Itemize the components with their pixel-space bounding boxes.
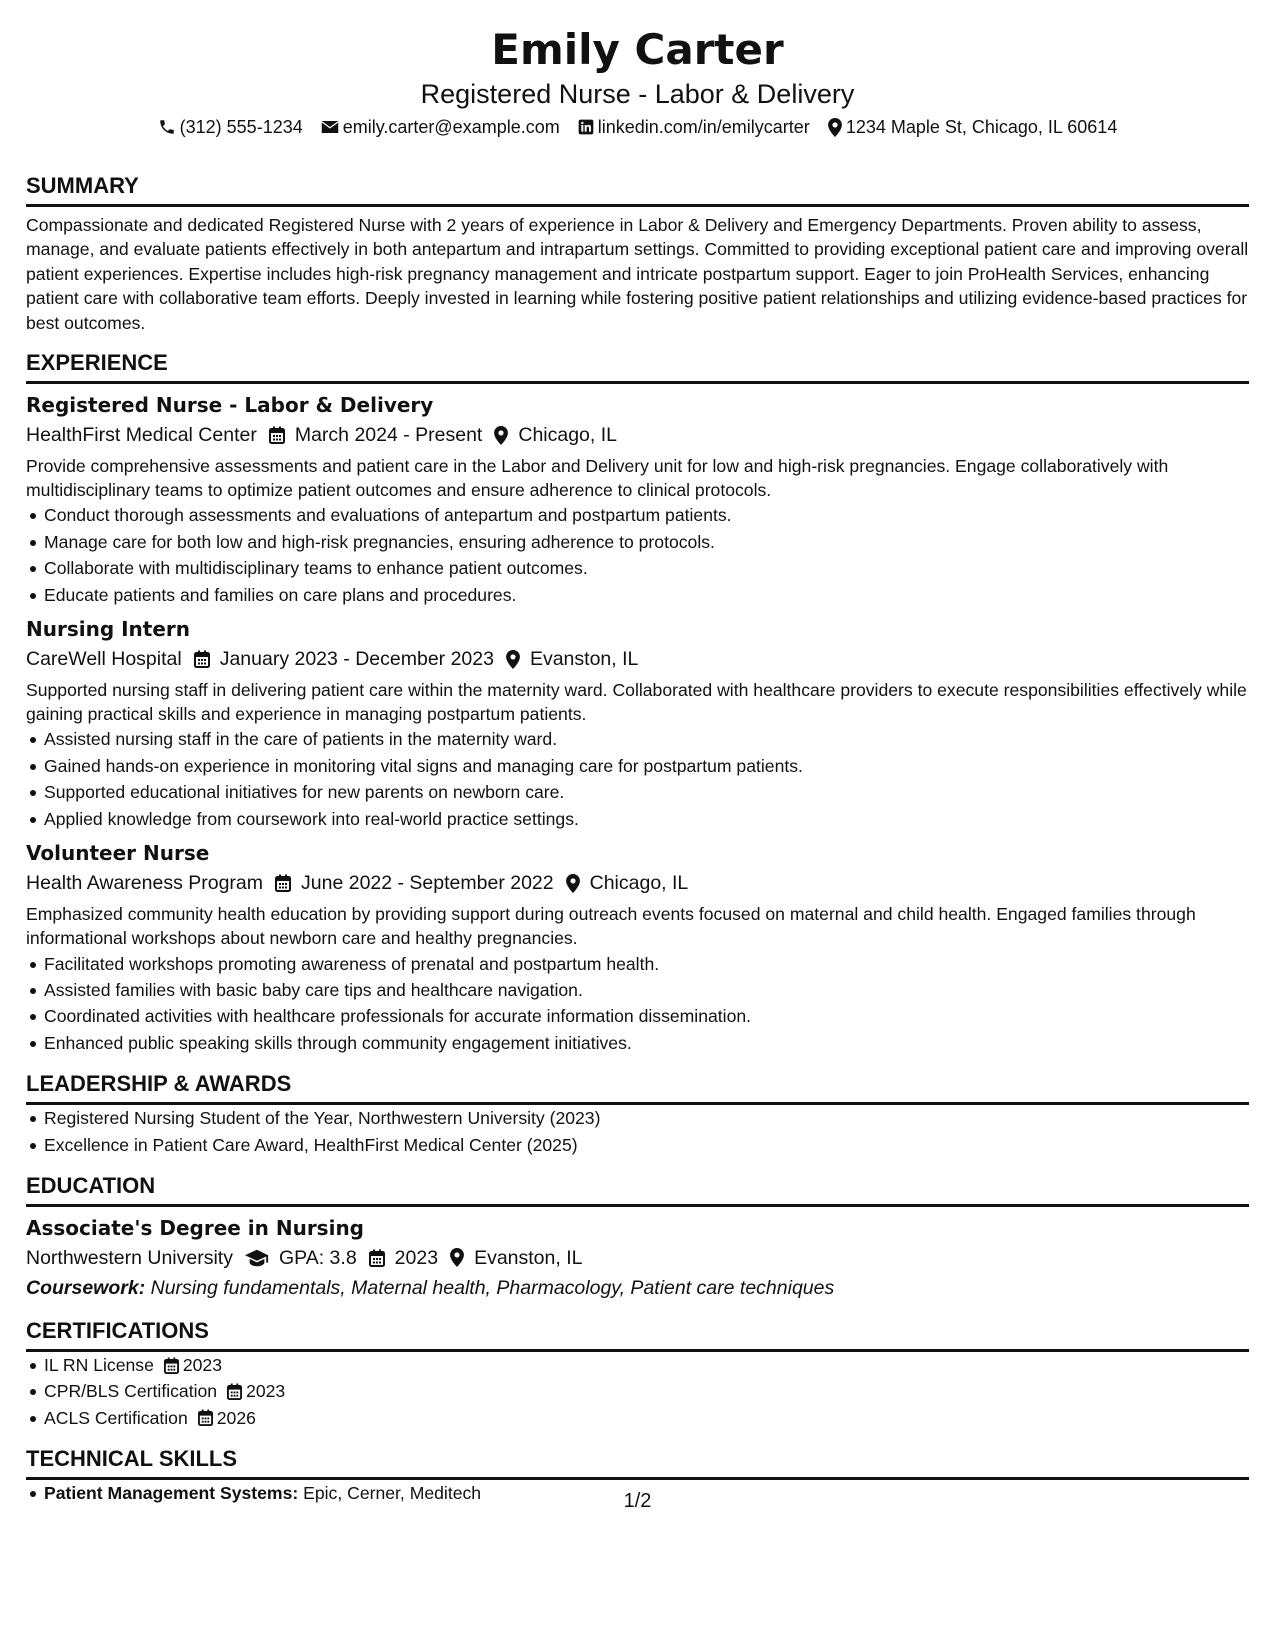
envelope-icon <box>321 119 339 135</box>
section-title-summary: SUMMARY <box>26 172 1249 207</box>
linkedin-icon <box>578 119 594 135</box>
education-meta <box>26 1243 1249 1273</box>
calendar-icon <box>369 1249 385 1267</box>
calendar-icon <box>194 650 210 668</box>
candidate-role: Registered Nurse - Labor & Delivery <box>420 79 855 109</box>
list-item: Enhanced public speaking skills through community engagement initiatives. <box>44 1030 1249 1056</box>
job-meta <box>26 644 1249 674</box>
candidate-name: Emily Carter <box>491 25 784 74</box>
contact-phone <box>158 112 303 142</box>
awards-list <box>26 1105 1249 1158</box>
cert-year: 2023 <box>246 1381 286 1402</box>
calendar-icon <box>275 874 291 892</box>
list-item: Assisted families with basic baby care tips and healthcare navigation. <box>44 977 1249 1003</box>
experience-section <box>26 349 1249 1056</box>
school-location: Evanston, IL <box>474 1246 583 1269</box>
job-location: Evanston, IL <box>529 648 639 671</box>
calendar-icon <box>198 1409 213 1426</box>
coursework-text: Nursing fundamentals, Maternal health, Pharmacology, Patient care techniques <box>150 1276 835 1299</box>
job-bullets <box>26 726 1249 832</box>
cert-year: 2026 <box>216 1407 256 1428</box>
list-item: Coordinated activities with healthcare professionals for accurate information dissemination. <box>44 1003 1249 1029</box>
job-bullets <box>26 951 1249 1057</box>
contact-row <box>26 112 1249 142</box>
certifications-section <box>26 1317 1249 1431</box>
list-item: Excellence in Patient Care Award, HealthFirst Medical Center (2025) <box>44 1132 1249 1158</box>
job-meta <box>26 868 1249 898</box>
cert-name: IL RN License <box>44 1354 154 1375</box>
education-section <box>26 1172 1249 1303</box>
list-item: Assisted nursing staff in the care of patients in the maternity ward. <box>44 726 1249 752</box>
section-title-skills: TECHNICAL SKILLS <box>26 1445 1249 1480</box>
job-description: Provide comprehensive assessments and patient care in the Labor and Delivery unit for low and high-risk pregnancies. Engage collaboratively with multidisciplinary teams to optimize patient outcomes and ensure adherence to clinical protocols. <box>26 456 1169 501</box>
job-bullets <box>26 502 1249 608</box>
email-text[interactable]: emily.carter@example.com <box>342 117 560 137</box>
skill-label: Patient Management Systems: <box>44 1483 299 1504</box>
list-item: Collaborate with multidisciplinary teams to enhance patient outcomes. <box>44 555 1249 581</box>
job-org: CareWell Hospital <box>26 648 182 671</box>
linkedin-text[interactable]: linkedin.com/in/emilycarter <box>597 117 810 137</box>
section-title-awards: LEADERSHIP & AWARDS <box>26 1070 1249 1105</box>
job-title: Registered Nurse - Labor & Delivery <box>26 393 434 418</box>
contact-linkedin[interactable] <box>578 112 810 142</box>
job-org: Health Awareness Program <box>26 872 264 895</box>
list-item: Registered Nursing Student of the Year, Northwestern University (2023) <box>44 1105 1249 1131</box>
section-title-experience: EXPERIENCE <box>26 349 1249 384</box>
map-pin-icon <box>494 426 508 445</box>
calendar-icon <box>164 1357 179 1374</box>
list-item <box>44 1378 1249 1404</box>
map-pin-icon <box>450 1248 464 1267</box>
map-pin-icon <box>566 874 580 893</box>
job-entry <box>26 838 1249 1056</box>
contact-email[interactable] <box>321 112 560 142</box>
degree-title: Associate's Degree in Nursing <box>26 1215 364 1240</box>
map-pin-icon <box>506 650 520 669</box>
job-meta <box>26 420 1249 450</box>
section-title-certifications: CERTIFICATIONS <box>26 1317 1249 1352</box>
summary-section <box>26 172 1249 335</box>
map-pin-icon <box>828 118 842 137</box>
coursework-line <box>26 1273 1249 1303</box>
skill-value: Epic, Cerner, Meditech <box>303 1483 482 1504</box>
job-dates: June 2022 - September 2022 <box>301 872 554 895</box>
job-entry <box>26 390 1249 608</box>
list-item <box>44 1405 1249 1431</box>
contact-address <box>828 112 1118 142</box>
list-item <box>44 1352 1249 1378</box>
resume-header <box>26 24 1249 142</box>
job-description: Emphasized community health education by providing support during outreach events focused on maternal and child health. Engaged families through informational workshops about newborn care and healthy pregnancies. <box>26 904 1196 949</box>
list-item: Applied knowledge from coursework into real-world practice settings. <box>44 806 1249 832</box>
job-dates: March 2024 - Present <box>294 424 483 447</box>
phone-icon <box>158 118 176 136</box>
list-item: Educate patients and families on care plans and procedures. <box>44 582 1249 608</box>
list-item: Manage care for both low and high-risk pregnancies, ensuring adherence to protocols. <box>44 529 1249 555</box>
graduation-year: 2023 <box>394 1246 439 1269</box>
job-location: Chicago, IL <box>518 424 618 447</box>
coursework-label: Coursework: <box>26 1276 146 1299</box>
section-title-education: EDUCATION <box>26 1172 1249 1207</box>
cert-name: CPR/BLS Certification <box>44 1381 218 1402</box>
job-entry <box>26 614 1249 832</box>
job-dates: January 2023 - December 2023 <box>219 648 494 671</box>
list-item: Conduct thorough assessments and evaluations of antepartum and postpartum patients. <box>44 502 1249 528</box>
list-item: Gained hands-on experience in monitoring vital signs and managing care for postpartum patients. <box>44 753 1249 779</box>
job-title: Volunteer Nurse <box>26 841 210 866</box>
calendar-icon <box>269 426 285 444</box>
page-number: 1/2 <box>623 1490 652 1512</box>
summary-text: Compassionate and dedicated Registered Nurse with 2 years of experience in Labor & Delivery and Emergency Departments. Proven ability to assess, manage, and evaluate patients effectively in both antepartum and intrapartum settings. Committed to providing exceptional patient care and improving overall patient experiences. Expertise includes high-risk pregnancy management and intricate postpartum support. Eager to join ProHealth Services, enhancing patient care with collaborative team efforts. Deeply invested in learning while fostering positive patient relationships and utilizing evidence-based practices for best outcomes. <box>26 215 1249 333</box>
job-org: HealthFirst Medical Center <box>26 424 257 447</box>
job-title: Nursing Intern <box>26 617 191 642</box>
job-description: Supported nursing staff in delivering patient care within the maternity ward. Collaborated with healthcare providers to execute responsibilities effectively while gaining practical skills and experience in managing postpartum patients. <box>26 680 1247 725</box>
graduation-cap-icon <box>245 1249 269 1267</box>
address-text: 1234 Maple St, Chicago, IL 60614 <box>845 117 1118 137</box>
awards-section <box>26 1070 1249 1158</box>
resume-page <box>26 18 1249 1507</box>
calendar-icon <box>227 1383 242 1400</box>
school-name: Northwestern University <box>26 1246 233 1269</box>
cert-year: 2023 <box>182 1354 222 1375</box>
list-item: Facilitated workshops promoting awareness of prenatal and postpartum health. <box>44 951 1249 977</box>
certifications-list <box>26 1352 1249 1431</box>
job-location: Chicago, IL <box>589 872 689 895</box>
gpa-value: GPA: 3.8 <box>278 1246 357 1269</box>
cert-name: ACLS Certification <box>44 1407 188 1428</box>
phone-text: (312) 555-1234 <box>179 117 303 137</box>
list-item: Supported educational initiatives for new parents on newborn care. <box>44 779 1249 805</box>
